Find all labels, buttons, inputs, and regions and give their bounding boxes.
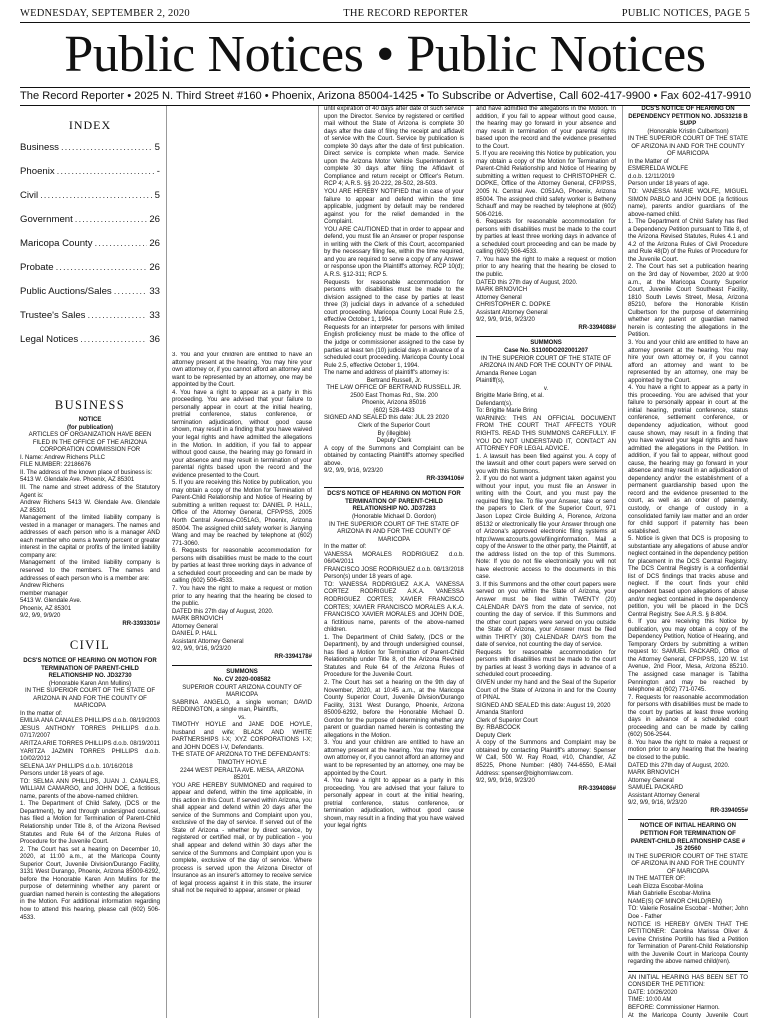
notice-divider (476, 336, 616, 337)
index-leader-dots (61, 142, 153, 153)
notice-divider (172, 665, 312, 666)
notice-text: DANIEL P. HALL (172, 631, 218, 638)
notice-text: THE STATE OF ARIZONA TO THE DEFENDANTS: (172, 752, 311, 759)
notice-reference: RR-3393301# (122, 620, 160, 627)
notice-text: 9/2, 9/9, 9/16, 9/23/20 (324, 468, 383, 475)
notice-text: DATED this 27th day of August, 2020. (628, 762, 730, 769)
notice-text: DATED this 27th day of August, 2020. (172, 608, 274, 615)
notice-text: SUPERIOR COURT ARIZONA COUNTY OF MARICOPA (182, 684, 302, 699)
index-entry (20, 214, 160, 238)
notice-text: ESMERELDA WOLFE (628, 166, 689, 173)
notice-text: III. The name and street address of the Statutory Agent is: (20, 485, 160, 499)
notice-text: Brigitte Marie Bring, et al. (476, 393, 544, 400)
notice-text: and have admitted the allegations in the Motion. In addition, if you fail to appear without good cause, the hearing may go forward in your absence and may result in termination of your parental rights based upon the record and the evidence presented to the Court. (476, 106, 616, 150)
notice-text: IN THE SUPERIOR COURT OF THE STATE OF ARIZONA IN AND FOR THE COUNTY OF MARICOPA (628, 853, 748, 875)
notice-text: MARK BRNOVICH (172, 616, 224, 623)
notice-text: 9/2, 9/9, 9/16, 9/23/20 (628, 800, 687, 807)
notice-text: 3. You and your children are entitled to have an attorney present at the hearing. You may hire your own attorney or, if you cannot afford an attorney and want to be represented by an attorney, one may be appointed by the Court. (172, 352, 312, 389)
index-entry-page: 26 (149, 237, 160, 249)
index-leader-dots (80, 334, 147, 345)
notice-text: 2500 East Thomas Rd., Ste. 200 (350, 392, 438, 399)
notice-text: IN THE SUPERIOR COURT OF THE STATE OF ARIZONA IN AND FOR THE COUNTY OF MARICOPA (328, 521, 460, 543)
notice-text: EMILIA ANA CANALES PHILLIPS d.o.b. 08/19/2003 (20, 718, 160, 725)
notice-text: 6. If you are receiving this Notice by publication, you may obtain a copy of the Dependency Petition, Notice of Hearing, and Temporary Orders by submitting a written request to: SAMUEL PACKARD, Office of the Attorney General, CFP/PSS, 120 W. 1st Avenue, 2nd Floor, Mesa, Arizona 85210. The assigned case manager is Tabitha Pennington and may be reached by telephone at (602) 771-0745. (628, 619, 748, 694)
notice-text: 8. You have the right to make a request or motion prior to any hearing that the hearing be closed to the public. (628, 739, 748, 762)
notice-text: d.o.b. 12/11/2019 (628, 173, 675, 180)
notice-heading: SUMMONS (530, 340, 562, 347)
notice-text: 5413 W. Glendale Ave. (20, 598, 82, 605)
notice-text: ARITZA ARIE TORRES PHILLIPS d.o.b. 08/19/2011 (20, 740, 160, 747)
index-entry (20, 310, 160, 334)
notice-reference: RR-3394088# (578, 324, 616, 331)
notice-text: Requests for an interpreter for persons with limited English proficiency must be made to the office of the judge or commissioner assigned to the case by parties at least ten (10) judicial days in advance of a scheduled court proceeding. Maricopa County Local Rule 2.5, effective October 1, 1994. (324, 324, 464, 369)
notice-text: A copy of the Summons and Complaint may be obtained by contacting Plaintiff's attorney: Spenser W Call, 500 W. Ray Road, #10, Chandler, AZ 85225, Phone Number: (480) 744-6550, E-Mail Address: spenser@bighornlaw.com. (476, 740, 616, 777)
notice-text: In the matter of: (324, 544, 367, 551)
notice-text: 5. If you are receiving this Notice by publication, you may obtain a copy of the Motion for Termination of Parent-Child Relationship and Notice of Hearing by submitting a written request to: DANIEL P. HALL, Office of the Attorney General, CFP/PSS, 2005 North Central Avenue-C051AG, Phoenix, Arizona 85004. The assigned child safety worker is Jianying Wang and may be reached by telephone at (602) 771-3060. (172, 480, 312, 547)
notice-text: 4. You have a right to appear as a party in this proceeding. You are advised that your failure to personally appear in court at the initial hearing, pretrial conference, status conference, or termination adjudication, without good cause shown, may result in a finding that you have waived your legal rights (324, 778, 464, 830)
notice-text: 2. The Court has set a hearing on December 10, 2020, at 11:00 a.m., at the Maricopa County Superior Court, Juvenile Division/Durango Facility, 3131 West Durango, Phoenix, Arizona 85009-6292, before the Honorable Karen Ann Mullins for the purpose of determining whether any parent or guardian named herein is contesting the allegations in the Motion. For additional information regarding how to attend this hearing, please call (602) 506-4533. (20, 846, 160, 921)
notice-columns (20, 106, 750, 1018)
notice-text: IN THE MATTER OF: (628, 876, 686, 883)
notice-divider (628, 819, 748, 820)
notice-text: TO: VANESSA RODRIGUEZ A.K.A. VANESSA CORTEZ RODRIGUEZ A.K.A. VANESSA RODRIGUEZ CORTES; XAVIER FRANCISCO CORTES; XAVIER FRANCISCO MORALES A.K.A. FRANCISCO XAVIER MORALES and JOHN DOE, a fictitious name, parents of the above-named children. (324, 581, 464, 634)
column-1 (20, 106, 160, 1018)
paper-name: THE RECORD REPORTER (343, 8, 469, 19)
notice-text: The name and address of plaintiff's attorney is: (324, 370, 450, 377)
newspaper-page (20, 8, 752, 1018)
notice-text: SIGNED AND SEALED this date: August 19, 2020 (476, 702, 611, 709)
civil-notice (20, 658, 160, 922)
index-entry (20, 166, 160, 190)
notice-text: BEFORE: Commissioner Harmon. (628, 1004, 720, 1011)
notice-text: SAMUEL PACKARD (628, 785, 684, 792)
notice-text: TIMOTHY HOYLE (217, 759, 267, 766)
notice-text: MARK BRNOVICH (476, 287, 528, 294)
running-header (20, 8, 750, 23)
notice-text: Plaintiff(s), (476, 378, 505, 385)
notice-text: Persons under 18 years of age. (20, 771, 105, 778)
notice-heading: Case No. S1100DO202001207 (503, 347, 589, 354)
page-label: PUBLIC NOTICES, PAGE 5 (621, 8, 750, 19)
index-entry-page: - (156, 165, 160, 177)
index-entry (20, 286, 160, 310)
notice-text: TIME: 10:00 AM (628, 997, 672, 1004)
index-leader-dots (57, 166, 155, 177)
index-entry-label: Public Auctions/Sales (20, 285, 112, 297)
notice-text: (Honorable Kristin Culbertson) (647, 128, 729, 135)
index-entry-label: Maricopa County (20, 237, 93, 249)
notice-text: v. (543, 385, 549, 392)
notice-text: 1. The Department of Child Safety, (DCS or the Department), by and through undersigned counsel, has filed a Motion for Termination of Parent-Child Relationship under Title 8, of the Arizona Revised Statutes and Rule 64 of the Arizona Rules of Procedure for the Juvenile Court. (20, 801, 160, 846)
index-leader-dots (114, 286, 148, 297)
notice-text: Clerk of the Superior Court (358, 422, 430, 429)
column-2 (172, 352, 312, 1018)
notice-heading: (for publication) (66, 424, 114, 431)
notice-text: Deputy Clerk (376, 438, 412, 445)
notice-text: DATE: 10/26/2020 (628, 989, 678, 996)
column-divider (318, 106, 319, 1018)
notice-text: 6. Requests for reasonable accommodation for persons with disabilities must be made to the court by parties at least three working days in advance of a scheduled court proceeding and can be made by calling (602) 506-4533. (476, 219, 616, 256)
index-leader-dots (75, 214, 148, 225)
notice-text: 9/2, 9/9, 9/16, 9/23/20 (476, 778, 535, 785)
notice-text: 7. You have the right to make a request or motion prior to any hearing that the hearing be closed to the public. (476, 256, 616, 279)
notice-text: 7. You have the right to make a request or motion prior to any hearing that the hearing be closed to the public. (172, 585, 312, 608)
notice-text: VANESSA MORALES RODRIGUEZ d.o.b. 06/04/2011 (324, 551, 464, 566)
notice-text: TIMOTHY HOYLE and JANE DOE HOYLE, husband and wife; BLACK AND WHITE PARTNERSHIPS I-X; XYZ CORPORATIONS I-X; and JOHN DOES I-V, Defendants. (172, 722, 312, 751)
notice-text: NOTICE IS HEREBY GIVEN THAT THE PETITIONER: Carolina Marissa Oliver & Levine Christine Portillo has filed a Petition for Termination of Parent-Child Relationship with the Juvenile Court in Maricopa County regarding the above named child(ren). (628, 921, 748, 966)
issue-date: WEDNESDAY, SEPTEMBER 2, 2020 (20, 8, 190, 19)
index-entry-label: Government (20, 213, 73, 225)
notice-text: vs. (238, 714, 246, 721)
notice-text: JESUS ANTHONY TORRES PHILLIPS d.o.b. 07/17/2007 (20, 725, 160, 740)
notice-text: MARK BRNOVICH (628, 770, 680, 777)
section-title-business: BUSINESS (54, 397, 126, 412)
index-list (20, 142, 160, 358)
notice-text: 4. You have a right to appear as a party in this proceeding. You are advised that your failure to personally appear in court at the initial hearing, pretrial conference, status conference, settlement conference, or dependency adjudication, without good cause shown, may result in a finding that you have waived your legal rights and have admitted the allegations in the Petition. In addition, if you fail to appear, without good cause, the hearing may go forward in your absence and may result in an adjudication of dependency and/or the establishment of a permanent guardianship based upon the record and the evidence presented to the court, as well as an order of paternity, custody, or change of custody in a consolidated family law matter and an order for child support if paternity has been established. (628, 385, 748, 535)
notice-text: 9/2, 9/9, 9/16, 9/23/20 (476, 317, 535, 324)
notice-reference: RR-3394086# (578, 785, 616, 792)
notice-text: 4. You have a right to appear as a party in this proceeding. You are advised that your failure to personally appear in court at the initial hearing, pretrial conference, status conference, or termination adjudication, without good cause shown, may result in a finding that you have waived your legal rights and have admitted the allegations in the Motion. In addition, if you fail to appear without good cause, the hearing may go forward in your absence and may result in termination of your parental rights based upon the record and the evidence presented to the Court. (172, 389, 312, 479)
column-5 (628, 106, 748, 1018)
notice-text: Attorney General (172, 623, 218, 630)
notice-text: Phoenix, Arizona 85016 (362, 400, 426, 407)
notice-text: Assistant Attorney General (476, 309, 548, 316)
notice-heading: DCS'S NOTICE OF HEARING ON DEPENDENCY PETITION NO. JD533218 B SUPP (628, 106, 748, 128)
index-entry-label: Legal Notices (20, 333, 79, 345)
notice-text: Assistant Attorney General (628, 792, 700, 799)
notice-text: 3. You and your child are entitled to have an attorney present at the hearing. You may hire your own attorney or, if you cannot afford an attorney and want to be represented by an attorney, one may be appointed by the Court. (628, 339, 748, 384)
notice-text: Attorney General (476, 294, 522, 301)
notice-text: Requests for reasonable accommodation for persons with disabilities must be made to the division assigned to the case by parties at least three (3) judicial days in advance of a scheduled court proceeding. Maricopa County Local Rule 2.5, effective October 1, 1994. (324, 279, 464, 324)
index-entry-page: 26 (149, 261, 160, 273)
notice-text: Bertrand Russell, Jr. (366, 377, 422, 384)
notice-heading: DCS'S NOTICE OF HEARING ON MOTION FOR TERMINATION OF PARENT-CHILD RELATIONSHIP NO. JD32730 (23, 657, 157, 680)
notice-text: until expiration of 40 days after date of such service upon the Director. Service by registered or certified mail without the State of Arizona is complete 30 days after the date of filing the receipt and affidavit of service with the Court. Service by publication is complete 30 days after the date of first publication. Direct service is complete when made. Service upon the Arizona Motor Vehicle Superintendent is complete 30 days after filing the Affidavit of Compliance and return receipt or Officer's Return. RCP 4; A.R.S. §§ 20-222, 28-502, 28-503. (324, 106, 464, 188)
notice-heading: No. CV 2020-008582 (213, 676, 271, 683)
masthead-title: Public Notices • Public Notices (64, 26, 706, 83)
notice-text: IN THE SUPERIOR COURT OF THE STATE OF ARIZONA IN AND FOR THE COUNTY OF MARICOPA (24, 688, 156, 710)
notice-text: At the Maricopa County Juvenile Court (628, 1012, 748, 1018)
notice-text: 1. The Department of Child Safety has filed a Dependency Petition pursuant to Title 8, of the Arizona Revised Statutes, Rules 4.1 and 4.2 of the Arizona Rules of Civil Procedure and Rule 48(D) of the Rules of Procedure for the Juvenile Court. (628, 219, 748, 263)
index-entry (20, 238, 160, 262)
notice-text: Requests for reasonable accommodation for persons with disabilities must be made to the court by parties at least 3 working days in advance of a scheduled court proceeding. (476, 649, 616, 679)
section-title-civil: CIVIL (69, 638, 111, 653)
column-3 (324, 106, 464, 1018)
notice-text: Leah Elizza Escobar-Molina (628, 883, 703, 890)
notice-text: 3. You and your children are entitled to have an attorney present at the hearing. You may hire your own attorney or, if you cannot afford an attorney and want to be represented by an attorney, one may be appointed by the Court. (324, 740, 464, 777)
notice-text: 2. The Court has set a publication hearing on the 3rd day of November, 2020 at 9:00 a.m., at the Maricopa County Superior Court, Juvenile Court Southeast Facility, 1810 South Lewis Street, Mesa, Arizona 85210, before the Honorable Kristin Culbertson for the purpose of determining whether any parent or guardian named herein is contesting the allegations in the Petition. (628, 264, 748, 339)
notice-text: 5. If you are receiving this Notice by publication, you may obtain a copy of the Motion for Termination of Parent-Child Relationship and Notice of Hearing by submitting a written request to CHRISTOPHER C. DOPKE, Office of the Attorney General, CFP/PSS, 2005 N. Central Ave. C051AG, Phoenix, Arizona 85004. The assigned child safety worker is Betheny Schauff and may be reached by telephone at (602) 506-0216. (476, 151, 616, 218)
notice-text: By (illegible) (377, 430, 411, 437)
notice-text: Defendant(s). (476, 400, 513, 407)
notice-text: 6. Requests for reasonable accommodation for persons with disabilities must be made to the court by parties at least three working days in advance of a scheduled court proceeding and can be made by calling (602) 506-4533. (172, 548, 312, 585)
index-entry-page: 5 (154, 141, 160, 153)
notice-text: Andrew Richens (20, 583, 65, 590)
column-divider (470, 106, 471, 1018)
notice-heading: NOTICE OF INITIAL HEARING ON PETITION FOR TERMINATION OF PARENT-CHILD RELATIONSHIP CASE # JS 20560 (630, 823, 746, 853)
notice-text: ARTICLES OF ORGANIZATION HAVE BEEN FILED IN THE OFFICE OF THE ARIZONA CORPORATION COMMISSION FOR (28, 432, 152, 454)
notice-text: TO: Valerie Rosaline Escobar - Mother; John Doe - Father (628, 906, 748, 920)
index-entry (20, 142, 160, 166)
notice-text: I. Name: Andrew Richens PLLC (20, 454, 106, 461)
notice-text: (602) 528-4433 (373, 407, 415, 414)
notice-text: YOU ARE CAUTIONED that in order to appear and defend, you must file an Answer or proper response in writing with the Clerk of this Court, accompanied by the necessary filing fee, within the time required, and you are required to serve a copy of any Answer or response upon the Plaintiff's attorney. RCP 10(d); A.R.S. §12-311; RCP 5. (324, 226, 464, 279)
masthead-contact-line: The Record Reporter • 2025 N. Third Street #160 • Phoenix, Arizona 85004-1425 • To Subscribe or Advertise, Call 602-417-9900 • Fax 602-417-9910 (20, 87, 750, 106)
notice-text: (Honorable Karen Ann Mullins) (48, 680, 132, 687)
notice-text: By: RBABCOCK (476, 725, 521, 732)
business-notice (20, 417, 160, 628)
notice-text: YOU ARE HEREBY NOTIFIED that in case of your failure to appear and defend within the time applicable, judgment by default may be rendered against you for the relief demanded in the Complaint. (324, 189, 464, 226)
notice-text: Deputy Clerk (476, 732, 511, 739)
index-entry-page: 33 (149, 309, 160, 321)
index-title: INDEX (68, 118, 112, 132)
notice-text: 1. A lawsuit has been filed against you. A copy of the lawsuit and other court papers were served on you with this Summons. (476, 453, 616, 475)
notice-text: AN INITIAL HEARING HAS BEEN SET TO CONSIDER THE PETITION: (628, 974, 748, 989)
notice-text: Phoenix, AZ 85301 (20, 605, 72, 612)
notice-text: TO: VANESSA MARIE WOLFE, MIGUEL SIMON PABLO and JOHN DOE (a fictitious name), parents and/or guardians of the above-named child. (628, 189, 748, 218)
index-entry-label: Trustee's Sales (20, 309, 86, 321)
notice-divider (628, 971, 748, 972)
index-entry-label: Phoenix (20, 165, 55, 177)
index-leader-dots (87, 310, 147, 321)
notice-text: SABRINA ANGELO, a single woman; DAVID REDDINGTON, a single man, Plaintiffs, (172, 699, 312, 714)
notice-text: 2. If you do not want a judgment taken against you without your input, you must file an Answer in writing with the Court, and you must pay the required filing fee. To file your Answer, take or send the papers to Clerk of the Superior Court, 971 Jason Lopez Circle Building A, Florence, Arizona 85132 or electronically file your Answer through one of Arizona's approved electronic filing systems at http://www.azcourts.gov/efilinginformation. Mail a copy of the Answer to the other party, the Plaintiff, at the address listed on the top of this Summons. Note: If you do not file electronically you will not have electronic access to the documents in this case. (476, 476, 616, 581)
notice-text: SIGNED AND SEALED this date: JUL 23 2020 (324, 415, 449, 422)
notice-text: 3. If this Summons and the other court papers were served on you within the State of Arizona, your Answer must be filed within TWENTY (20) CALENDAR DAYS from the date of service, not counting the day of service. If this Summons and the other court papers were served on you outside the State of Arizona, your Answer must be filed within THIRTY (30) CALENDAR DAYS from the date of service, not counting the day of service. (476, 581, 616, 649)
index-entry-page: 33 (149, 285, 160, 297)
notice-text: THE LAW OFFICE OF BERTRAND RUSSELL JR. (326, 385, 462, 392)
index-entry-page: 5 (154, 189, 160, 201)
notice-text: 2244 WEST PERALTA AVE. MESA, ARIZONA 85201 (180, 767, 304, 782)
notice-text: DATED this 27th day of August, 2020. (476, 279, 578, 286)
notice-text: 9/2, 9/9, 9/16, 9/23/20 (172, 646, 231, 653)
notice-text: Management of the limited liability company is reserved to the members. The names and addresses of each person who is a member are: (20, 560, 160, 582)
notice-divider (324, 487, 464, 488)
notice-text: Attorney General (628, 777, 674, 784)
notice-text: member manager (20, 590, 68, 597)
index-entry-label: Civil (20, 189, 39, 201)
notice-text: In the matter of: (20, 710, 63, 717)
notice-text: WARNING: THIS AN OFFICIAL DOCUMENT FROM THE COURT THAT AFFECTS YOUR RIGHTS. READ THIS SUMMONS CAREFULLY. IF YOU DO NOT UNDERSTAND IT, CONTACT AN ATTORNEY FOR LEGAL ADVICE. (476, 415, 616, 453)
index-entry-page: 36 (149, 333, 160, 345)
notice-text: To: Brigitte Marie Bring (476, 408, 538, 415)
notice-reference: RR-3394106# (426, 475, 464, 482)
notice-text: Person under 18 years of age. (628, 181, 710, 188)
notice-heading: SUMMONS (226, 669, 258, 676)
column-divider (622, 106, 623, 1018)
notice-text: II. The address of the known place of business is: (20, 469, 153, 476)
notice-text: 1. The Department of Child Safety, (DCS or the Department), by and through undersigned counsel, has filed a Motion for Termination of Parent-Child Relationship under Title 8, of the Arizona Revised Statutes and Rule 64 of the Arizona Rules of Procedure for the Juvenile Court. (324, 634, 464, 679)
notice-reference: RR-3394178# (274, 653, 312, 660)
notice-text: FRANCISCO JOSE RODRIGUEZ d.o.b. 08/13/2018 (324, 566, 464, 573)
notice-text: Andrew Richens 5413 W. Glendale Ave. Glendale AZ 85301 (20, 500, 160, 514)
notice-text: GIVEN under my hand and the Seal of the Superior Court of the State of Arizona in and for the County of PINAL (476, 680, 616, 702)
notice-text: SELENA JAY PHILLIPS d.o.b. 10/16/2018 (20, 763, 133, 770)
notice-text: 5413 W. Glendale Ave. Phoenix, AZ 85301 (20, 477, 135, 484)
notice-text: TO: SELMA ANN PHILLIPS, JUAN J. CANALES, WILLIAM CAMARGO, and JOHN DOE, a fictitious name, parents of the above-named children. (20, 778, 160, 800)
notice-text: Clerk of Superior Court (476, 717, 538, 724)
notice-heading: DCS'S NOTICE OF HEARING ON MOTION FOR TERMINATION OF PARENT-CHILD RELATIONSHIP NO. JD37283 (327, 491, 461, 513)
index-leader-dots (95, 238, 148, 249)
notice-text: Miah Gabrielle Escobar-Molina (628, 891, 711, 898)
column-divider (166, 106, 167, 1018)
notice-text: (Honorable Michael D. Gordon) (351, 513, 437, 520)
index-entry (20, 334, 160, 358)
notice-text: IN THE SUPERIOR COURT OF THE STATE OF ARIZONA IN AND FOR THE COUNTY OF PINAL (479, 355, 613, 370)
index-entry (20, 190, 160, 214)
notice-text: Person(s) under 18 years of age. (324, 574, 413, 581)
notice-text: Amanda Stanford (476, 710, 524, 717)
index-entry-label: Probate (20, 261, 54, 273)
index-entry-label: Business (20, 141, 59, 153)
notice-text: 2. The Court has set a hearing on the 9th day of November, 2020, at 10:45 a.m., at the Maricopa County Superior Court, Juvenile Division/Durango Facility, 3131 West Durango, Phoenix, Arizona 85009-6292, before the Honorable Michael D. Gordon for the purpose of determining whether any parent or guardian named herein is contesting the allegations in the Motion. (324, 680, 464, 739)
notice-text: YARITZA JAZMIN TORRES PHILLIPS d.o.b. 10/02/2012 (20, 748, 160, 763)
column-4 (476, 106, 616, 1018)
notice-text: 5. Notice is given that DCS is proposing to substantiate any allegations of abuse and/or neglect contained in the dependency petition for placement in the DCS Central Registry. The DCS Central Registry is a confidential list of DCS findings that tracks abuse and neglect. If the court finds your child dependent based upon allegations of abuse and/or neglect contained in the dependency petition, you will be placed in the DCS Central Registry. See A.R.S. § 8-804. (628, 536, 748, 618)
index-leader-dots (56, 262, 148, 273)
notice-text: A copy of the Summons and Complaint can be obtained by contacting Plaintiff's attorney specified above. (324, 445, 464, 467)
notice-text: In the Matter of (628, 158, 669, 165)
notice-text: Amanda Renee Logan (476, 370, 537, 377)
notice-text: NAME(S) OF MINOR CHILD(REN) (628, 898, 723, 905)
notice-text: YOU ARE HEREBY SUMMONED and required to appear and defend, within the time applicable, in this action in this Court. If served within Arizona, you shall appear and defend within 20 days after the service of the Summons and Complaint upon you, exclusive of the day of service. If served out of the State of Arizona - whether by direct service, by registered or certified mail, or by publication - you shall appear and defend within 30 days after the service of the Summons and Complaint upon you is complete, exclusive of the day of service. Where process is served upon the Arizona Director of Insurance as an insurer's attorney to receive service of legal process against it in this state, the insurer shall not be required to appear, answer or plead (172, 782, 312, 895)
index-leader-dots (40, 190, 153, 201)
notice-text: 7. Requests for reasonable accommodation for persons with disabilities must be made to the court by parties at least three working days in advance of a scheduled court proceeding and can be made by calling (602) 506-2544. (628, 694, 748, 739)
notice-text: IN THE SUPERIOR COURT OF THE STATE OF ARIZONA IN AND FOR THE COUNTY OF MARICOPA (628, 136, 748, 158)
index-entry-page: 26 (149, 213, 160, 225)
notice-text: Assistant Attorney General (172, 638, 244, 645)
notice-text: Management of the limited liability company is vested in a manager or managers. The names and addresses of each person who is a manager AND each member who owns a twenty percent or greater interest in the capital or profits of the limited liability company are: (20, 515, 160, 559)
index-entry (20, 262, 160, 286)
notice-text: CHRISTOPHER C. DOPKE (476, 302, 551, 309)
notice-heading: NOTICE (78, 417, 102, 424)
notice-text: FILE NUMBER: 22186676 (20, 462, 91, 469)
notice-text: 9/2, 9/9, 9/9/20 (20, 613, 61, 620)
notice-reference: RR-3394055# (710, 807, 748, 814)
